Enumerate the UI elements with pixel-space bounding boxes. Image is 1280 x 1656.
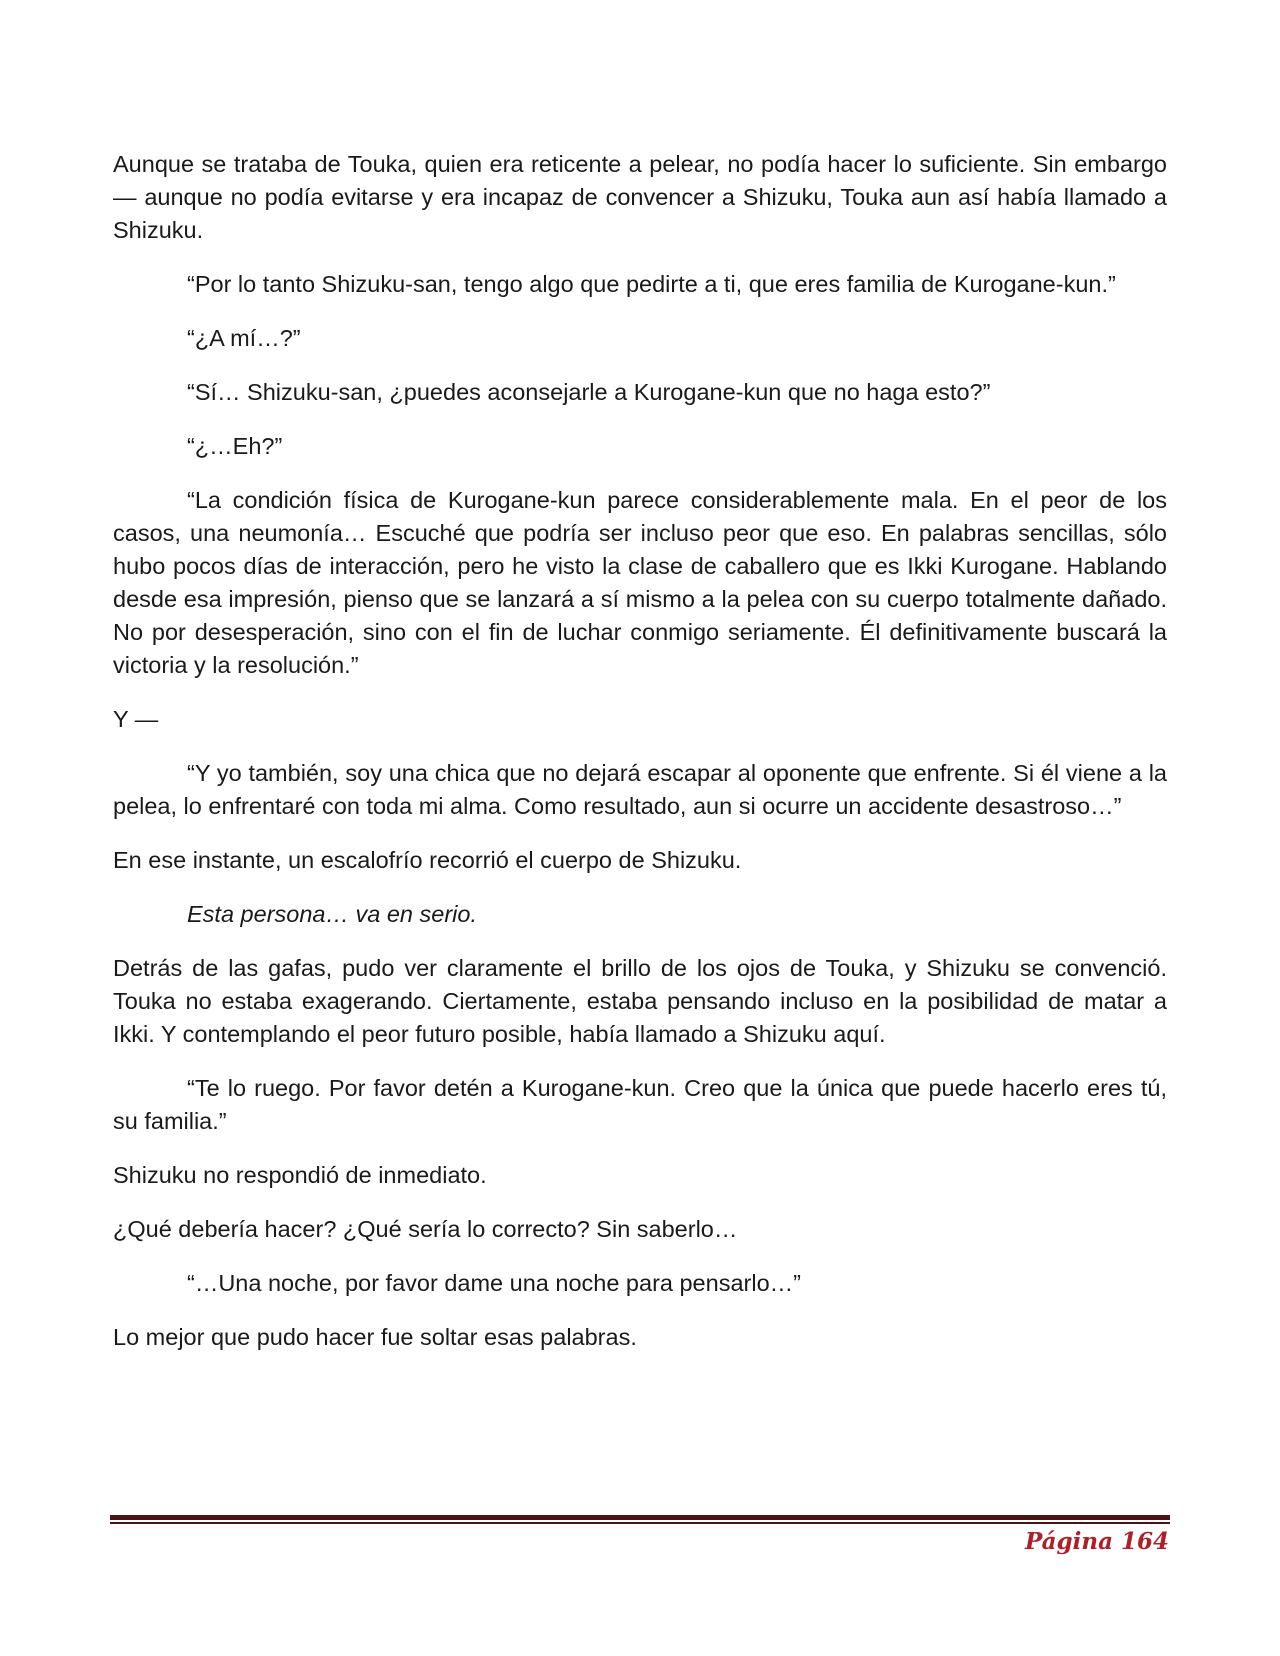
dialogue-paragraph: “Te lo ruego. Por favor detén a Kurogane-kun. Creo que la única que puede hacerlo eres tú, su familia.” xyxy=(113,1075,1167,1134)
dialogue-paragraph: “¿…Eh?” xyxy=(187,433,283,459)
footer-divider-thick-line xyxy=(110,1515,1170,1520)
dialogue-paragraph: “¿A mí…?” xyxy=(187,325,301,351)
paragraph: Shizuku no respondió de inmediato. xyxy=(113,1162,487,1188)
paragraph: Lo mejor que pudo hacer fue soltar esas palabras. xyxy=(113,1324,637,1350)
paragraph: Aunque se trataba de Touka, quien era reticente a pelear, no podía hacer lo suficiente. Sin embargo — aunque no podía evitarse y era incapaz de convencer a Shizuku, Touka aun así había llamado a Shizuku. xyxy=(113,151,1167,243)
page-body xyxy=(113,148,1167,1375)
dialogue-paragraph: “…Una noche, por favor dame una noche para pensarlo…” xyxy=(187,1270,801,1296)
page-number: Página 164 xyxy=(1024,1528,1169,1555)
dialogue-paragraph: “Y yo también, soy una chica que no dejará escapar al oponente que enfrente. Si él viene a la pelea, lo enfrentaré con toda mi alma. Como resultado, aun si ocurre un accidente desastroso…” xyxy=(113,760,1167,819)
footer-divider-thin-line xyxy=(110,1522,1170,1524)
paragraph: ¿Qué debería hacer? ¿Qué sería lo correcto? Sin saberlo… xyxy=(113,1216,738,1242)
inner-thought-paragraph: Esta persona… va en serio. xyxy=(187,901,477,927)
paragraph: Y — xyxy=(113,706,159,732)
footer-divider xyxy=(110,1515,1170,1524)
paragraph: En ese instante, un escalofrío recorrió el cuerpo de Shizuku. xyxy=(113,847,742,873)
paragraph: Detrás de las gafas, pudo ver claramente el brillo de los ojos de Touka, y Shizuku se convenció. Touka no estaba exagerando. Ciertamente, estaba pensando incluso en la posibilidad de matar a Ikki. Y contemplando el peor futuro posible, había llamado a Shizuku aquí. xyxy=(113,955,1167,1047)
dialogue-paragraph: “Por lo tanto Shizuku-san, tengo algo que pedirte a ti, que eres familia de Kurogane-kun.” xyxy=(187,271,1116,297)
dialogue-paragraph: “La condición física de Kurogane-kun parece considerablemente mala. En el peor de los casos, una neumonía… Escuché que podría ser incluso peor que eso. En palabras sencillas, sólo hubo pocos días de interacción, pero he visto la clase de caballero que es Ikki Kurogane. Hablando desde esa impresión, pienso que se lanzará a sí mismo a la pelea con su cuerpo totalmente dañado. No por desesperación, sino con el fin de luchar conmigo seriamente. Él definitivamente buscará la victoria y la resolución.” xyxy=(113,487,1167,678)
dialogue-paragraph: “Sí… Shizuku-san, ¿puedes aconsejarle a Kurogane-kun que no haga esto?” xyxy=(187,379,991,405)
